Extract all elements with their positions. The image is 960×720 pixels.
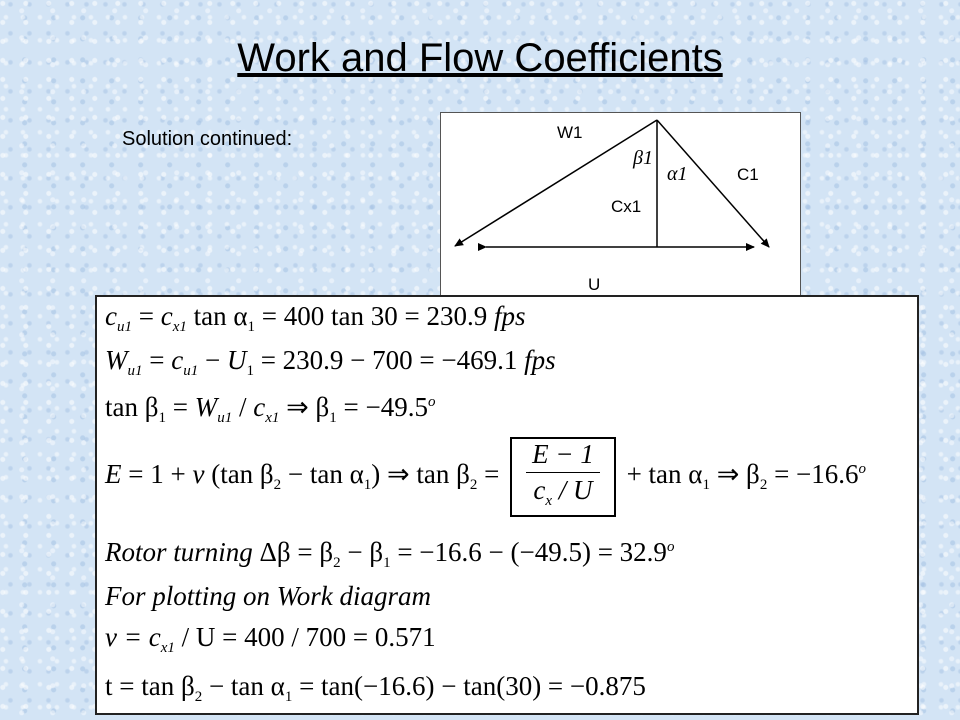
c1-label: C1 xyxy=(737,165,759,184)
equation-rotor-turning: Rotor turning $\Delta\beta = \beta_2 - \beta_1 = -16.6 - (-49.5) = 32.9^o$ xyxy=(105,537,675,571)
equation-nu: $\nu = c_{x1} / U = 400 / 700 = 0.571$ xyxy=(105,622,436,656)
w1-label: W1 xyxy=(557,123,583,142)
cx1-label: Cx1 xyxy=(611,197,642,216)
velocity-triangle-diagram xyxy=(440,112,801,302)
u-label: U xyxy=(588,275,601,294)
alpha1-label: α1 xyxy=(667,163,688,185)
equations-box xyxy=(95,295,919,715)
bracket-fraction: $\frac{E - 1}{c_x / U}$ xyxy=(510,437,616,517)
w1-vector-line xyxy=(455,120,657,246)
slide-title: Work and Flow Coefficients xyxy=(237,36,723,80)
beta1-label: β1 xyxy=(633,147,653,169)
equation-beta1: $\tan \beta_1 = W_{u1} / c_{x1}$ ⇒ $\beta_1 = -49.5^o$ xyxy=(105,392,436,426)
equation-plotting-note: For plotting on Work diagram xyxy=(105,581,432,611)
equation-t: $t = \tan \beta_2 - \tan \alpha_1 = \tan(-16.6) - \tan(30) = -0.875$ xyxy=(105,671,646,705)
equation-cu1: $c_{u1} = c_{x1}$ $\tan \alpha_1 = 400$ tan 30 = 230.9 fps xyxy=(105,301,526,335)
equation-beta2: E = 1 + ν (tan $\beta_2 - \tan \alpha_1$) ⇒ $\tan \beta_2$ = $\frac{E - 1}{c_x / U}$ + $\tan \alpha_1$ ⇒ $\beta_2 = -16.6^o$ xyxy=(105,437,866,517)
slide-subtitle: Solution continued: xyxy=(122,128,293,150)
equation-wu1: $W_{u1} = c_{u1} - U_1 = 230.9 - 700 = -469.1$ fps xyxy=(105,345,556,379)
